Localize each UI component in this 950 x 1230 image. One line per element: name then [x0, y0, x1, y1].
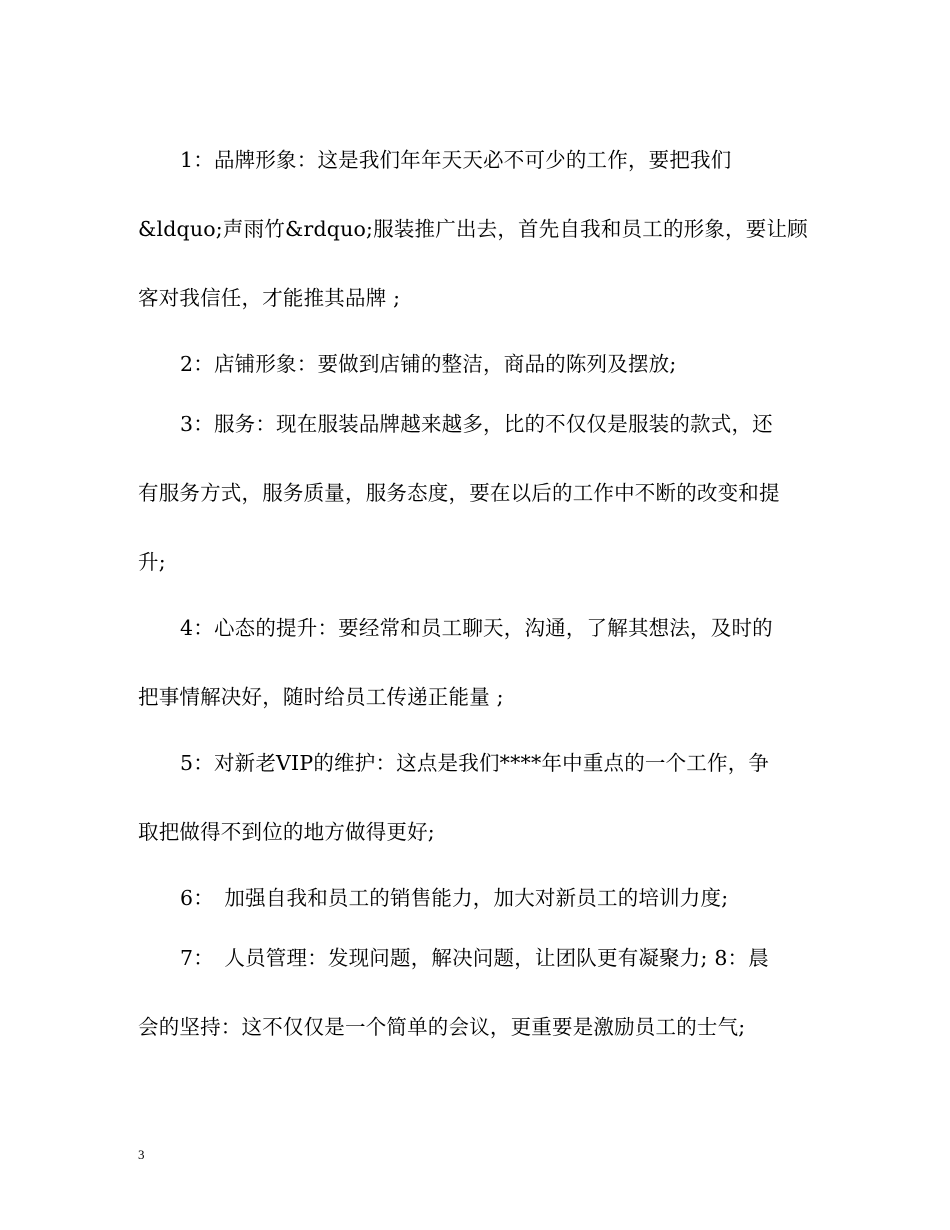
text-line-11: 取把做得不到位的地方做得更好;	[138, 820, 435, 844]
text-line-13: 7： 人员管理：发现问题，解决问题，让团队更有凝聚力; 8：晨	[180, 946, 769, 970]
text-line-6: 有服务方式，服务质量，服务态度，要在以后的工作中不断的改变和提	[138, 481, 780, 505]
text-line-9: 把事情解决好，随时给员工传递正能量 ;	[138, 685, 504, 709]
text-line-12: 6： 加强自我和员工的销售能力，加大对新员工的培训力度;	[180, 886, 729, 910]
text-line-3: 客对我信任，才能推其品牌 ;	[138, 286, 401, 310]
text-line-10: 5：对新老VIP的维护：这点是我们****年中重点的一个工作，争	[180, 751, 770, 775]
page-number: 3	[138, 1147, 145, 1162]
text-line-1: 1：品牌形象：这是我们年年天天必不可少的工作，要把我们	[180, 148, 732, 172]
text-line-8: 4：心态的提升：要经常和员工聊天，沟通，了解其想法，及时的	[180, 616, 773, 640]
text-line-5: 3：服务：现在服装品牌越来越多，比的不仅仅是服装的款式，还	[180, 412, 773, 436]
text-line-2: &ldquo;声雨竹&rdquo;服装推广出去，首先自我和员工的形象，要让顾	[138, 217, 808, 241]
text-line-14: 会的坚持：这不仅仅是一个简单的会议，更重要是激励员工的士气;	[138, 1015, 746, 1039]
text-line-7: 升;	[138, 550, 166, 574]
text-line-4: 2：店铺形象：要做到店铺的整洁，商品的陈列及摆放;	[180, 352, 677, 376]
